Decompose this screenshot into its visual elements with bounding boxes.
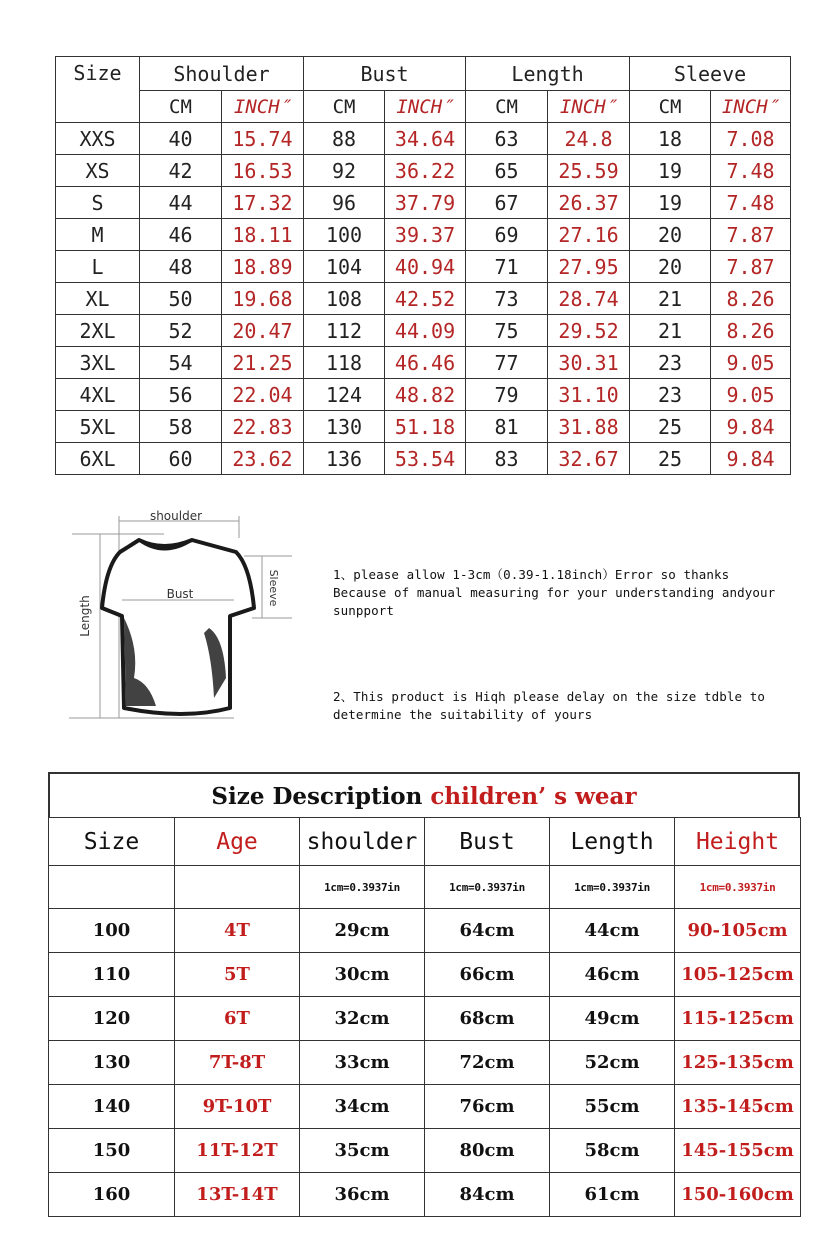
cm-cell: 108 [304,283,385,315]
cm-cell: 19 [630,187,711,219]
cm-cell: 20 [630,219,711,251]
age-cell: 6T [175,997,300,1041]
length-header: Length [466,57,630,91]
shoulder-cell: 29cm [300,909,425,953]
size-cell: 3XL [56,347,140,379]
table-row [56,219,791,251]
table-row [49,1085,801,1129]
inch-cell: 51.18 [385,411,466,443]
bust-cell: 80cm [425,1129,550,1173]
shoulder-cell: 32cm [300,997,425,1041]
age-header: Age [175,818,300,866]
size-cell: 2XL [56,315,140,347]
table-row [56,315,791,347]
age-cell: 9T-10T [175,1085,300,1129]
length-cell: 61cm [550,1173,675,1217]
unit-cm: CM [466,91,548,123]
cm-cell: 42 [140,155,222,187]
size-header: Size [49,818,175,866]
cm-cell: 48 [140,251,222,283]
table-row [49,1041,801,1085]
unit-cm: CM [630,91,711,123]
inch-cell: 18.11 [222,219,304,251]
kids-table-body [49,909,801,1217]
table-row [49,997,801,1041]
size-cell: 4XL [56,379,140,411]
cm-cell: 60 [140,443,222,475]
cm-cell: 18 [630,123,711,155]
note-line: 2、This product is Hiqh please delay on the size tdble to [333,689,766,704]
cm-cell: 100 [304,219,385,251]
size-table-note [333,688,803,724]
inch-cell: 32.67 [548,443,630,475]
size-cell: 120 [49,997,175,1041]
cm-cell: 75 [466,315,548,347]
table-row [56,283,791,315]
tshirt-measurement-diagram [64,508,294,733]
age-cell: 13T-14T [175,1173,300,1217]
inch-cell: 16.53 [222,155,304,187]
size-cell: 110 [49,953,175,997]
cm-cell: 21 [630,315,711,347]
length-header: Length [550,818,675,866]
cm-cell: 92 [304,155,385,187]
adult-size-table [55,56,791,475]
shoulder-cell: 30cm [300,953,425,997]
size-cell: 160 [49,1173,175,1217]
height-header: Height [675,818,801,866]
size-cell: 6XL [56,443,140,475]
bust-cell: 64cm [425,909,550,953]
inch-cell: 40.94 [385,251,466,283]
cm-cell: 71 [466,251,548,283]
cm-cell: 112 [304,315,385,347]
inch-cell: 8.26 [711,283,791,315]
cm-cell: 136 [304,443,385,475]
unit-cm: CM [304,91,385,123]
cm-cell: 52 [140,315,222,347]
empty-cell [175,866,300,909]
size-cell: S [56,187,140,219]
inch-cell: 34.64 [385,123,466,155]
bust-cell: 66cm [425,953,550,997]
size-cell: 100 [49,909,175,953]
length-label: Length [78,595,92,637]
cm-cell: 130 [304,411,385,443]
inch-cell: 37.79 [385,187,466,219]
inch-cell: 17.32 [222,187,304,219]
height-cell: 125-135cm [675,1041,801,1085]
kids-size-table [48,817,801,1217]
table-row [56,411,791,443]
inch-cell: 31.88 [548,411,630,443]
size-cell: 130 [49,1041,175,1085]
inch-cell: 46.46 [385,347,466,379]
size-cell: 150 [49,1129,175,1173]
length-cell: 55cm [550,1085,675,1129]
age-cell: 11T-12T [175,1129,300,1173]
height-cell: 145-155cm [675,1129,801,1173]
cm-cell: 96 [304,187,385,219]
length-cell: 58cm [550,1129,675,1173]
inch-cell: 9.84 [711,443,791,475]
table-row [49,1129,801,1173]
inch-cell: 9.05 [711,347,791,379]
age-cell: 4T [175,909,300,953]
cm-cell: 21 [630,283,711,315]
inch-cell: 30.31 [548,347,630,379]
height-cell: 150-160cm [675,1173,801,1217]
kids-header-row [49,818,801,866]
inch-cell: 31.10 [548,379,630,411]
size-cell: 140 [49,1085,175,1129]
length-cell: 46cm [550,953,675,997]
kids-conversion-row [49,866,801,909]
shoulder-header: shoulder [300,818,425,866]
shoulder-cell: 35cm [300,1129,425,1173]
table-row [56,443,791,475]
note-line: 1、please allow 1-3cm（0.39-1.18inch）Error so thanks [333,567,730,582]
inch-cell: 7.48 [711,155,791,187]
height-cell: 105-125cm [675,953,801,997]
bust-cell: 68cm [425,997,550,1041]
bust-header: Bust [425,818,550,866]
measurement-error-note [333,566,803,620]
inch-cell: 9.84 [711,411,791,443]
adult-unit-row [56,91,791,123]
unit-inch: INCH″ [711,91,791,123]
table-row [56,347,791,379]
sleeve-label: Sleeve [267,569,280,607]
sleeve-header: Sleeve [630,57,791,91]
table-row [56,155,791,187]
inch-cell: 22.04 [222,379,304,411]
table-row [49,909,801,953]
inch-cell: 8.26 [711,315,791,347]
inch-cell: 18.89 [222,251,304,283]
bust-label: Bust [166,587,194,601]
table-row [56,251,791,283]
inch-cell: 7.08 [711,123,791,155]
inch-cell: 48.82 [385,379,466,411]
note-line: sunpport [333,603,395,618]
unit-inch: INCH″ [385,91,466,123]
unit-cm: CM [140,91,222,123]
conversion-cell: 1cm=0.3937in [550,866,675,909]
cm-cell: 69 [466,219,548,251]
cm-cell: 44 [140,187,222,219]
height-cell: 115-125cm [675,997,801,1041]
size-cell: 5XL [56,411,140,443]
cm-cell: 88 [304,123,385,155]
table-row [49,953,801,997]
age-cell: 5T [175,953,300,997]
inch-cell: 27.95 [548,251,630,283]
shoulder-cell: 34cm [300,1085,425,1129]
cm-cell: 56 [140,379,222,411]
cm-cell: 73 [466,283,548,315]
inch-cell: 26.37 [548,187,630,219]
cm-cell: 23 [630,379,711,411]
cm-cell: 79 [466,379,548,411]
bust-header: Bust [304,57,466,91]
table-row [56,187,791,219]
size-cell: M [56,219,140,251]
table-row [56,379,791,411]
inch-cell: 39.37 [385,219,466,251]
inch-cell: 24.8 [548,123,630,155]
cm-cell: 77 [466,347,548,379]
adult-table-body [56,123,791,475]
inch-cell: 20.47 [222,315,304,347]
cm-cell: 23 [630,347,711,379]
size-cell: XS [56,155,140,187]
note-line: determine the suitability of yours [333,707,593,722]
cm-cell: 65 [466,155,548,187]
conversion-cell: 1cm=0.3937in [300,866,425,909]
inch-cell: 23.62 [222,443,304,475]
conversion-cell: 1cm=0.3937in [675,866,801,909]
length-cell: 49cm [550,997,675,1041]
inch-cell: 53.54 [385,443,466,475]
inch-cell: 15.74 [222,123,304,155]
cm-cell: 46 [140,219,222,251]
unit-inch: INCH″ [548,91,630,123]
cm-cell: 20 [630,251,711,283]
inch-cell: 19.68 [222,283,304,315]
cm-cell: 118 [304,347,385,379]
size-cell: L [56,251,140,283]
bust-cell: 72cm [425,1041,550,1085]
age-cell: 7T-8T [175,1041,300,1085]
inch-cell: 28.74 [548,283,630,315]
inch-cell: 21.25 [222,347,304,379]
cm-cell: 25 [630,411,711,443]
unit-inch: INCH″ [222,91,304,123]
cm-cell: 40 [140,123,222,155]
size-cell: XL [56,283,140,315]
title-highlight: children’ s wear [430,783,637,810]
kids-table-title [48,772,800,817]
cm-cell: 104 [304,251,385,283]
size-header: Size [56,57,140,123]
inch-cell: 44.09 [385,315,466,347]
shoulder-cell: 36cm [300,1173,425,1217]
cm-cell: 54 [140,347,222,379]
inch-cell: 22.83 [222,411,304,443]
cm-cell: 83 [466,443,548,475]
length-cell: 44cm [550,909,675,953]
empty-cell [49,866,175,909]
inch-cell: 7.87 [711,219,791,251]
cm-cell: 19 [630,155,711,187]
inch-cell: 29.52 [548,315,630,347]
inch-cell: 9.05 [711,379,791,411]
cm-cell: 25 [630,443,711,475]
height-cell: 135-145cm [675,1085,801,1129]
inch-cell: 7.87 [711,251,791,283]
shoulder-label: shoulder [149,509,203,523]
length-cell: 52cm [550,1041,675,1085]
size-cell: XXS [56,123,140,155]
adult-header-row [56,57,791,91]
shoulder-cell: 33cm [300,1041,425,1085]
note-line: Because of manual measuring for your understanding andyour [333,585,776,600]
cm-cell: 50 [140,283,222,315]
cm-cell: 67 [466,187,548,219]
table-row [49,1173,801,1217]
cm-cell: 58 [140,411,222,443]
inch-cell: 7.48 [711,187,791,219]
bust-cell: 84cm [425,1173,550,1217]
inch-cell: 25.59 [548,155,630,187]
height-cell: 90-105cm [675,909,801,953]
inch-cell: 36.22 [385,155,466,187]
conversion-cell: 1cm=0.3937in [425,866,550,909]
inch-cell: 42.52 [385,283,466,315]
cm-cell: 124 [304,379,385,411]
cm-cell: 81 [466,411,548,443]
table-row [56,123,791,155]
shoulder-header: Shoulder [140,57,304,91]
inch-cell: 27.16 [548,219,630,251]
title-text: Size Description [211,783,431,810]
cm-cell: 63 [466,123,548,155]
bust-cell: 76cm [425,1085,550,1129]
